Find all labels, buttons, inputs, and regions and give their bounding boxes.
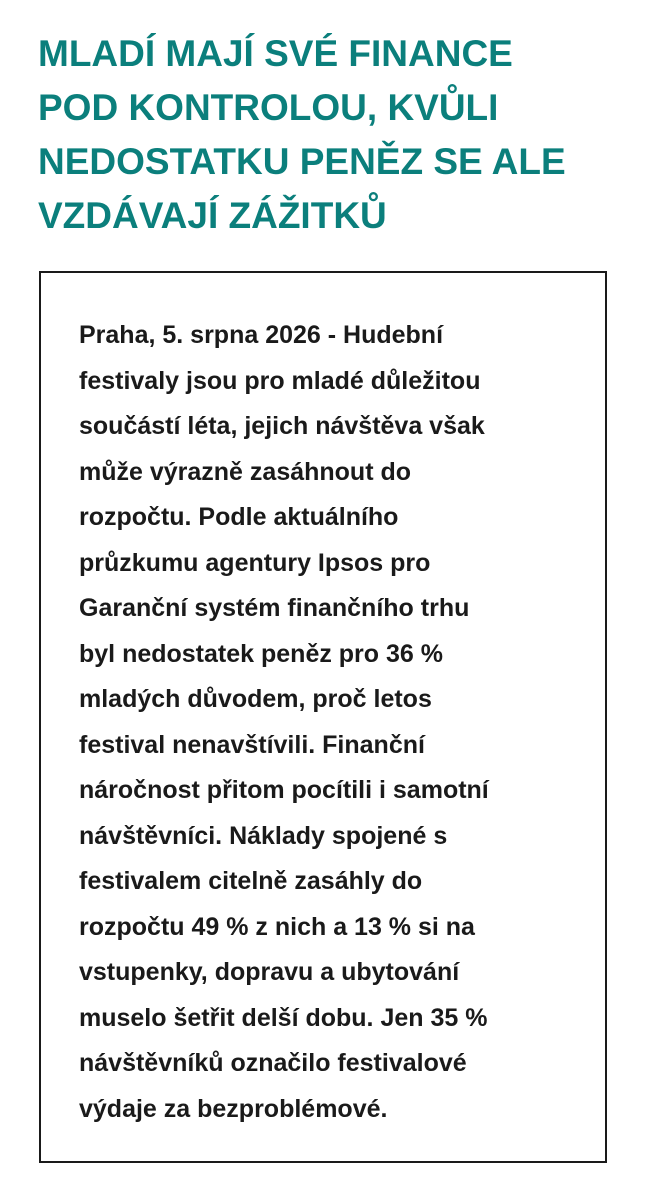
lead-line: festivaly jsou pro mladé důležitou — [79, 366, 481, 395]
lead-line: vstupenky, dopravu a ubytování — [79, 958, 460, 986]
lead-line: návštěvníků označilo festivalové — [79, 1049, 467, 1077]
headline-line: VZDÁVAJÍ ZÁŽITKŮ — [38, 195, 387, 236]
lead-line: náročnost přitom pocítili i samotní — [79, 776, 489, 804]
headline-line: NEDOSTATKU PENĚZ SE ALE — [38, 141, 566, 182]
lead-line: Garanční systém finančního trhu — [79, 594, 470, 622]
lead-line: festivalem citelně zasáhly do — [79, 867, 423, 895]
lead-line: festival nenavštívili. Finanční — [79, 730, 425, 759]
lead-line: muselo šetřit delší dobu. Jen 35 % — [79, 1003, 488, 1032]
lead-line: rozpočtu. Podle aktuálního — [79, 503, 399, 531]
article-headline — [38, 27, 638, 243]
headline-line: POD KONTROLOU, KVŮLI — [38, 87, 499, 128]
lead-line: mladých důvodem, proč letos — [79, 685, 432, 713]
lead-line: návštěvníci. Náklady spojené s — [79, 821, 448, 850]
lead-line: výdaje za bezproblémové. — [79, 1094, 388, 1123]
lead-line: Praha, 5. srpna 2026 - Hudební — [79, 321, 444, 349]
lead-box — [39, 271, 607, 1163]
headline-line: MLADÍ MAJÍ SVÉ FINANCE — [38, 33, 513, 74]
lead-paragraph — [79, 313, 489, 1132]
lead-line: byl nedostatek peněz pro 36 % — [79, 639, 443, 668]
lead-line: průzkumu agentury Ipsos pro — [79, 548, 431, 577]
lead-line: rozpočtu 49 % z nich a 13 % si na — [79, 912, 475, 941]
lead-line: součástí léta, jejich návštěva však — [79, 412, 485, 440]
lead-line: může výrazně zasáhnout do — [79, 457, 412, 486]
